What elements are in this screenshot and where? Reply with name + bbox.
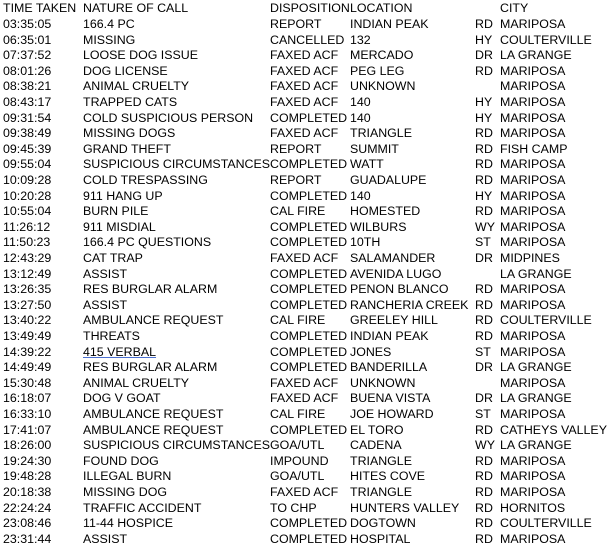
call-cell: MISSING DOGS [83,126,176,141]
location-cell: 10TH [350,235,381,250]
city-cell: LA GRANGE [500,391,572,406]
disposition-cell: CAL FIRE [270,407,326,421]
time-cell: 10:20:28 [3,188,52,203]
city-cell: MARIPOSA [500,344,566,359]
disposition-cell: GOA/UTL [270,469,325,484]
city-cell: MARIPOSA [500,282,566,297]
disposition-cell: TO CHP [270,500,317,515]
time-cell: 10:09:28 [3,173,52,187]
time-cell: 11:50:23 [3,235,51,250]
disposition-cell: CAL FIRE [270,313,326,328]
city-cell: MARIPOSA [500,453,566,468]
city-cell: MARIPOSA [500,17,566,31]
table-row [0,189,614,205]
time-cell: 10:55:04 [3,204,52,219]
location-cell: WILBURS [350,219,407,234]
city-cell: MARIPOSA [500,63,566,78]
call-cell: CAT TRAP [83,251,143,265]
street-suffix-cell: RD [475,485,493,499]
table-row [0,111,614,127]
city-cell: CATHEYS VALLEY [500,422,607,437]
disposition-cell: FAXED ACF [270,375,339,390]
location-cell: HUNTERS VALLEY [350,500,460,515]
header-location: LOCATION [350,1,413,15]
table-row [0,95,614,111]
time-cell: 11:26:12 [3,219,51,234]
disposition-cell: COMPLETED [270,157,348,172]
disposition-cell: CANCELLED [270,32,345,47]
city-cell: LA GRANGE [500,438,572,453]
location-cell: AVENIDA LUGO [350,266,442,281]
table-row [0,142,614,158]
location-cell: TRIANGLE [350,485,412,499]
street-suffix-cell: DR [475,251,493,265]
city-cell: COULTERVILLE [500,32,592,47]
disposition-cell: GOA/UTL [270,438,325,453]
table-row [0,454,614,470]
time-cell: 20:18:38 [3,485,52,499]
street-suffix-cell: DR [475,391,493,406]
street-suffix-cell: RD [475,297,493,312]
call-cell: 911 MISDIAL [83,219,156,234]
time-cell: 13:40:22 [3,313,52,328]
city-cell: LA GRANGE [500,48,572,63]
city-cell: LA GRANGE [500,360,572,375]
call-cell: 11-44 HOSPICE [83,516,173,531]
location-cell: DOGTOWN [350,516,416,531]
disposition-cell: REPORT [270,173,322,187]
disposition-cell: COMPLETED [270,297,348,312]
disposition-cell: FAXED ACF [270,126,339,141]
street-suffix-cell: RD [475,329,493,343]
time-cell: 15:30:48 [3,375,52,390]
street-suffix-cell: RD [475,422,493,437]
call-cell: ANIMAL CRUELTY [83,375,190,390]
disposition-cell: COMPLETED [270,531,348,546]
city-cell: COULTERVILLE [500,516,592,531]
time-cell: 23:31:44 [3,531,52,546]
time-cell: 09:38:49 [3,126,52,141]
disposition-cell: COMPLETED [270,235,348,250]
location-cell: 140 [350,95,371,109]
street-suffix-cell: HY [475,188,493,203]
table-row [0,157,614,173]
time-cell: 07:37:52 [3,48,52,63]
call-cell: AMBULANCE REQUEST [83,407,224,421]
city-cell: MARIPOSA [500,79,566,94]
header-row [0,1,614,17]
time-cell: 22:24:24 [3,500,52,515]
table-row [0,469,614,485]
time-cell: 09:55:04 [3,157,52,172]
time-cell: 13:12:49 [3,266,52,281]
time-cell: 12:43:29 [3,251,52,265]
city-cell: MARIPOSA [500,485,566,499]
disposition-cell: FAXED ACF [270,48,339,63]
call-cell: TRAPPED CATS [83,95,178,109]
disposition-cell: COMPLETED [270,110,348,125]
table-row [0,126,614,142]
header-disposition: DISPOSITION [270,1,350,15]
city-cell: MARIPOSA [500,531,566,546]
street-suffix-cell: RD [475,531,493,546]
location-cell: UNKNOWN [350,79,416,94]
disposition-cell: COMPLETED [270,422,348,437]
header-time: TIME TAKEN [3,1,77,15]
street-suffix-cell: DR [475,360,493,375]
disposition-cell: COMPLETED [270,329,348,343]
city-cell: MIDPINES [500,251,560,265]
time-cell: 19:24:30 [3,453,52,468]
city-cell: MARIPOSA [500,188,566,203]
location-cell: EL TORO [350,422,404,437]
call-cell: FOUND DOG [83,453,159,468]
header-city: CITY [500,1,529,15]
time-cell: 16:18:07 [3,391,52,406]
street-suffix-cell: RD [475,516,493,531]
city-cell: FISH CAMP [500,141,568,156]
table-row [0,423,614,439]
time-cell: 09:31:54 [3,110,52,125]
call-cell: LOOSE DOG ISSUE [83,48,198,63]
call-cell: RES BURGLAR ALARM [83,360,218,375]
location-cell: GREELEY HILL [350,313,438,328]
table-row [0,485,614,501]
table-row [0,33,614,49]
location-cell: BUENA VISTA [350,391,431,406]
street-suffix-cell: RD [475,469,493,484]
table-row [0,79,614,95]
location-cell: 140 [350,188,371,203]
call-cell: AMBULANCE REQUEST [83,313,224,328]
disposition-cell: IMPOUND [270,453,329,468]
city-cell: MARIPOSA [500,297,566,312]
disposition-cell: COMPLETED [270,219,348,234]
disposition-cell: REPORT [270,17,322,31]
disposition-cell: COMPLETED [270,344,348,359]
street-suffix-cell: RD [475,157,493,172]
table-row [0,220,614,236]
call-cell: SUSPICIOUS CIRCUMSTANCES [83,157,271,172]
street-suffix-cell: RD [475,204,493,219]
header-call: NATURE OF CALL [83,1,189,15]
call-cell: GRAND THEFT [83,141,171,156]
city-cell: MARIPOSA [500,407,566,421]
city-cell: MARIPOSA [500,375,566,390]
street-suffix-cell: HY [475,95,493,109]
street-suffix-cell: WY [475,438,495,453]
location-cell: 140 [350,110,371,125]
disposition-cell: COMPLETED [270,282,348,297]
call-cell: COLD TRESPASSING [83,173,208,187]
table-row [0,345,614,361]
table-row [0,391,614,407]
table-row [0,282,614,298]
location-cell: MERCADO [350,48,414,63]
time-cell: 14:39:22 [3,344,52,359]
table-row [0,235,614,251]
location-cell: PEG LEG [350,63,405,78]
disposition-cell: FAXED ACF [270,251,339,265]
disposition-cell: REPORT [270,141,322,156]
city-cell: MARIPOSA [500,469,566,484]
location-cell: BANDERILLA [350,360,428,375]
table-row [0,376,614,392]
call-cell: 911 HANG UP [83,188,163,203]
time-cell: 14:49:49 [3,360,52,375]
street-suffix-cell: RD [475,500,493,515]
location-cell: JOE HOWARD [350,407,434,421]
table-row [0,329,614,345]
street-suffix-cell: RD [475,63,493,78]
call-cell: DOG LICENSE [83,63,168,78]
time-cell: 09:45:39 [3,141,52,156]
location-cell: INDIAN PEAK [350,329,429,343]
location-cell: UNKNOWN [350,375,416,390]
street-suffix-cell: RD [475,173,493,187]
call-cell [83,345,156,361]
call-cell: BURN PILE [83,204,149,219]
call-cell: AMBULANCE REQUEST [83,422,224,437]
disposition-cell: COMPLETED [270,516,348,531]
table-row [0,532,614,548]
disposition-cell: FAXED ACF [270,79,339,94]
disposition-cell: COMPLETED [270,266,348,281]
disposition-cell: CAL FIRE [270,204,326,219]
table-row [0,17,614,33]
table-row [0,298,614,314]
street-suffix-cell: RD [475,313,493,328]
location-cell: HOSPITAL [350,531,411,546]
time-cell: 13:27:50 [3,297,52,312]
call-cell: MISSING DOG [83,485,167,499]
location-cell: 132 [350,32,371,47]
call-cell: RES BURGLAR ALARM [83,282,218,297]
location-cell: GUADALUPE [350,173,427,187]
table-row [0,407,614,423]
table-row [0,360,614,376]
location-cell: CADENA [350,438,402,453]
street-suffix-cell: HY [475,32,493,47]
call-cell: THREATS [83,329,140,343]
location-cell: HITES COVE [350,469,426,484]
table-row [0,501,614,517]
street-suffix-cell: DR [475,48,493,63]
city-cell: MARIPOSA [500,173,566,187]
street-suffix-cell: RD [475,141,493,156]
time-cell: 08:38:21 [3,79,52,94]
street-suffix-cell: RD [475,17,493,31]
city-cell: MARIPOSA [500,219,566,234]
table-row [0,267,614,283]
call-cell: ASSIST [83,297,128,312]
disposition-cell: COMPLETED [270,188,348,203]
call-cell: DOG V GOAT [83,391,161,406]
city-cell: COULTERVILLE [500,313,592,328]
street-suffix-cell: RD [475,126,493,141]
time-cell: 19:48:28 [3,469,52,484]
time-cell: 08:01:26 [3,63,52,78]
city-cell: MARIPOSA [500,110,566,125]
call-cell: SUSPICIOUS CIRCUMSTANCES [83,438,271,453]
street-suffix-cell: ST [475,235,491,250]
time-cell: 23:08:46 [3,516,52,531]
location-cell: TRIANGLE [350,453,412,468]
call-cell: ASSIST [83,531,128,546]
disposition-cell: FAXED ACF [270,95,339,109]
time-cell: 06:35:01 [3,32,52,47]
time-cell: 13:49:49 [3,329,52,343]
disposition-cell: FAXED ACF [270,485,339,499]
call-cell: MISSING [83,32,136,47]
time-cell: 13:26:35 [3,282,52,297]
street-suffix-cell: RD [475,282,493,297]
table-row [0,173,614,189]
call-cell: 166.4 PC [83,17,135,31]
call-cell: 166.4 PC QUESTIONS [83,235,212,250]
street-suffix-cell: WY [475,219,495,234]
location-cell: INDIAN PEAK [350,17,429,31]
call-cell: ILLEGAL BURN [83,469,172,484]
table-row [0,64,614,80]
time-cell: 03:35:05 [3,17,52,31]
street-suffix-cell: ST [475,407,491,421]
location-cell: SALAMANDER [350,251,436,265]
time-cell: 08:43:17 [3,95,52,109]
disposition-cell: FAXED ACF [270,391,339,406]
table-row [0,313,614,329]
time-cell: 16:33:10 [3,407,52,421]
disposition-cell: COMPLETED [270,360,348,375]
city-cell: MARIPOSA [500,235,566,250]
city-cell: MARIPOSA [500,157,566,172]
call-cell: ANIMAL CRUELTY [83,79,190,94]
location-cell: SUMMIT [350,141,399,156]
city-cell: MARIPOSA [500,204,566,219]
location-cell: RANCHERIA CREEK [350,297,469,312]
time-cell: 18:26:00 [3,438,52,453]
city-cell: MARIPOSA [500,95,566,109]
location-cell: WATT [350,157,384,172]
table-row [0,516,614,532]
call-cell: TRAFFIC ACCIDENT [83,500,202,515]
city-cell: MARIPOSA [500,329,566,343]
call-text: 415 VERBAL [83,344,157,359]
call-cell: COLD SUSPICIOUS PERSON [83,110,254,125]
call-cell: ASSIST [83,266,128,281]
city-cell: LA GRANGE [500,266,572,281]
city-cell: MARIPOSA [500,126,566,141]
table-row [0,251,614,267]
location-cell: HOMESTED [350,204,421,219]
disposition-cell: FAXED ACF [270,63,339,78]
street-suffix-cell: ST [475,344,491,359]
location-cell: JONES [350,344,392,359]
street-suffix-cell: HY [475,110,493,125]
time-cell: 17:41:07 [3,422,52,437]
table-row [0,438,614,454]
street-suffix-cell: RD [475,453,493,468]
location-cell: TRIANGLE [350,126,412,141]
location-cell: PENON BLANCO [350,282,449,297]
table-row [0,204,614,220]
table-row [0,48,614,64]
city-cell: HORNITOS [500,500,566,515]
